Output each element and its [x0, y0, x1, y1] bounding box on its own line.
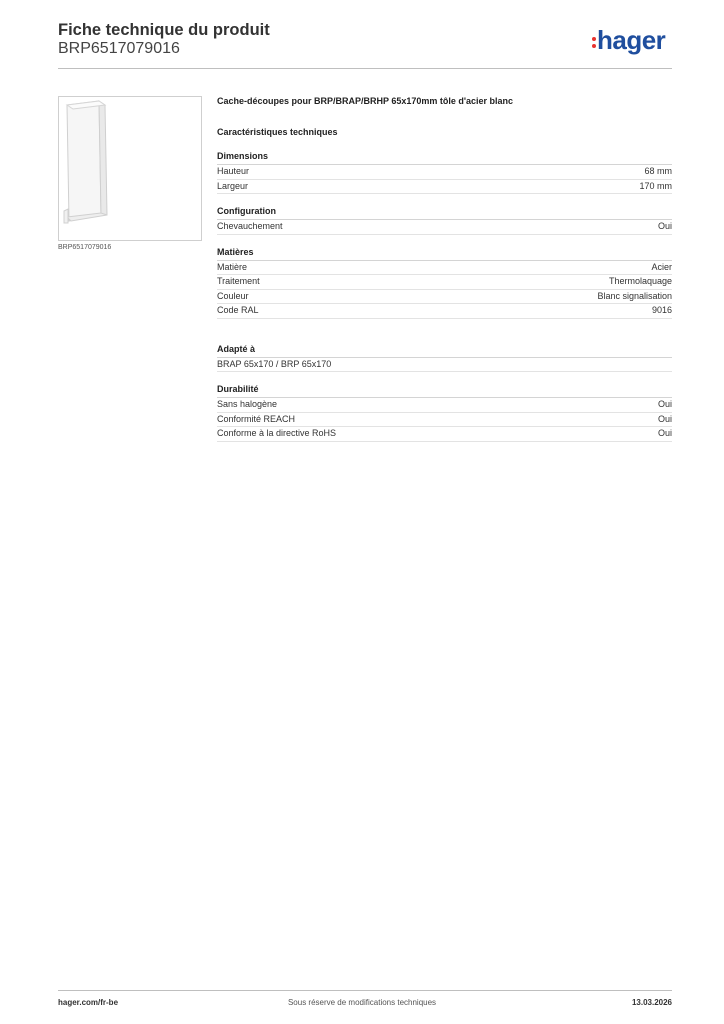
spec-row	[217, 275, 672, 290]
spec-label: Conforme à la directive RoHS	[217, 428, 337, 438]
logo-dots-icon	[592, 34, 596, 51]
product-reference: BRP6517079016	[58, 40, 180, 57]
product-image	[58, 96, 202, 241]
spec-value: Oui	[657, 221, 672, 231]
spec-label: Couleur	[217, 290, 249, 301]
spec-row	[217, 358, 672, 373]
spec-value: Oui	[657, 428, 672, 438]
spec-row	[217, 304, 672, 319]
header-divider	[58, 68, 672, 69]
image-caption: BRP6517079016	[58, 244, 112, 251]
logo-text: hager	[597, 25, 666, 55]
spec-row	[217, 165, 672, 180]
section-adapte	[217, 344, 672, 373]
spec-label: Conformité REACH	[217, 413, 296, 424]
spec-label: Sans halogène	[217, 399, 278, 409]
page-title: Fiche technique du produit	[58, 21, 270, 39]
section-title: Matières	[217, 247, 672, 261]
section-title: Dimensions	[217, 151, 672, 165]
section-matieres	[217, 247, 672, 319]
spec-label: BRAP 65x170 / BRP 65x170	[217, 358, 332, 369]
section-title: Durabilité	[217, 384, 672, 398]
section-title: Configuration	[217, 206, 672, 220]
footer-disclaimer: Sous réserve de modifications techniques	[287, 998, 437, 1007]
spec-value: Oui	[657, 413, 672, 424]
spec-value: 170 mm	[639, 180, 672, 191]
hager-logo	[592, 27, 665, 53]
spec-row	[217, 413, 672, 428]
spec-label: Matière	[217, 261, 248, 272]
cover-plate-icon	[59, 97, 201, 240]
section-title: Adapté à	[217, 344, 672, 358]
spec-label: Largeur	[217, 180, 249, 191]
section-dimensions	[217, 151, 672, 194]
spec-label: Chevauchement	[217, 221, 283, 231]
spec-value: Acier	[651, 261, 672, 272]
spec-label: Hauteur	[217, 166, 250, 176]
spec-label: Traitement	[217, 276, 260, 286]
spec-label: Code RAL	[217, 305, 259, 315]
spec-row	[217, 398, 672, 413]
spec-value: Oui	[657, 399, 672, 409]
spec-row	[217, 180, 672, 195]
spec-row	[217, 261, 672, 276]
spec-value: Thermolaquage	[608, 276, 672, 286]
footer-divider	[58, 990, 672, 991]
specifications	[217, 96, 672, 442]
spec-row	[217, 220, 672, 235]
section-configuration	[217, 206, 672, 235]
spec-row	[217, 290, 672, 305]
tech-heading: Caractéristiques techniques	[217, 127, 338, 137]
footer-website-link[interactable]: hager.com/fr-be	[58, 998, 119, 1007]
spec-value: 68 mm	[644, 166, 672, 176]
spec-value: Blanc signalisation	[597, 290, 672, 301]
spec-value: 9016	[651, 305, 672, 315]
section-durabilite	[217, 384, 672, 442]
footer-date: 13.03.2026	[631, 998, 672, 1007]
product-title: Cache-découpes pour BRP/BRAP/BRHP 65x170mm tôle d'acier blanc	[217, 96, 514, 106]
spec-row	[217, 427, 672, 442]
